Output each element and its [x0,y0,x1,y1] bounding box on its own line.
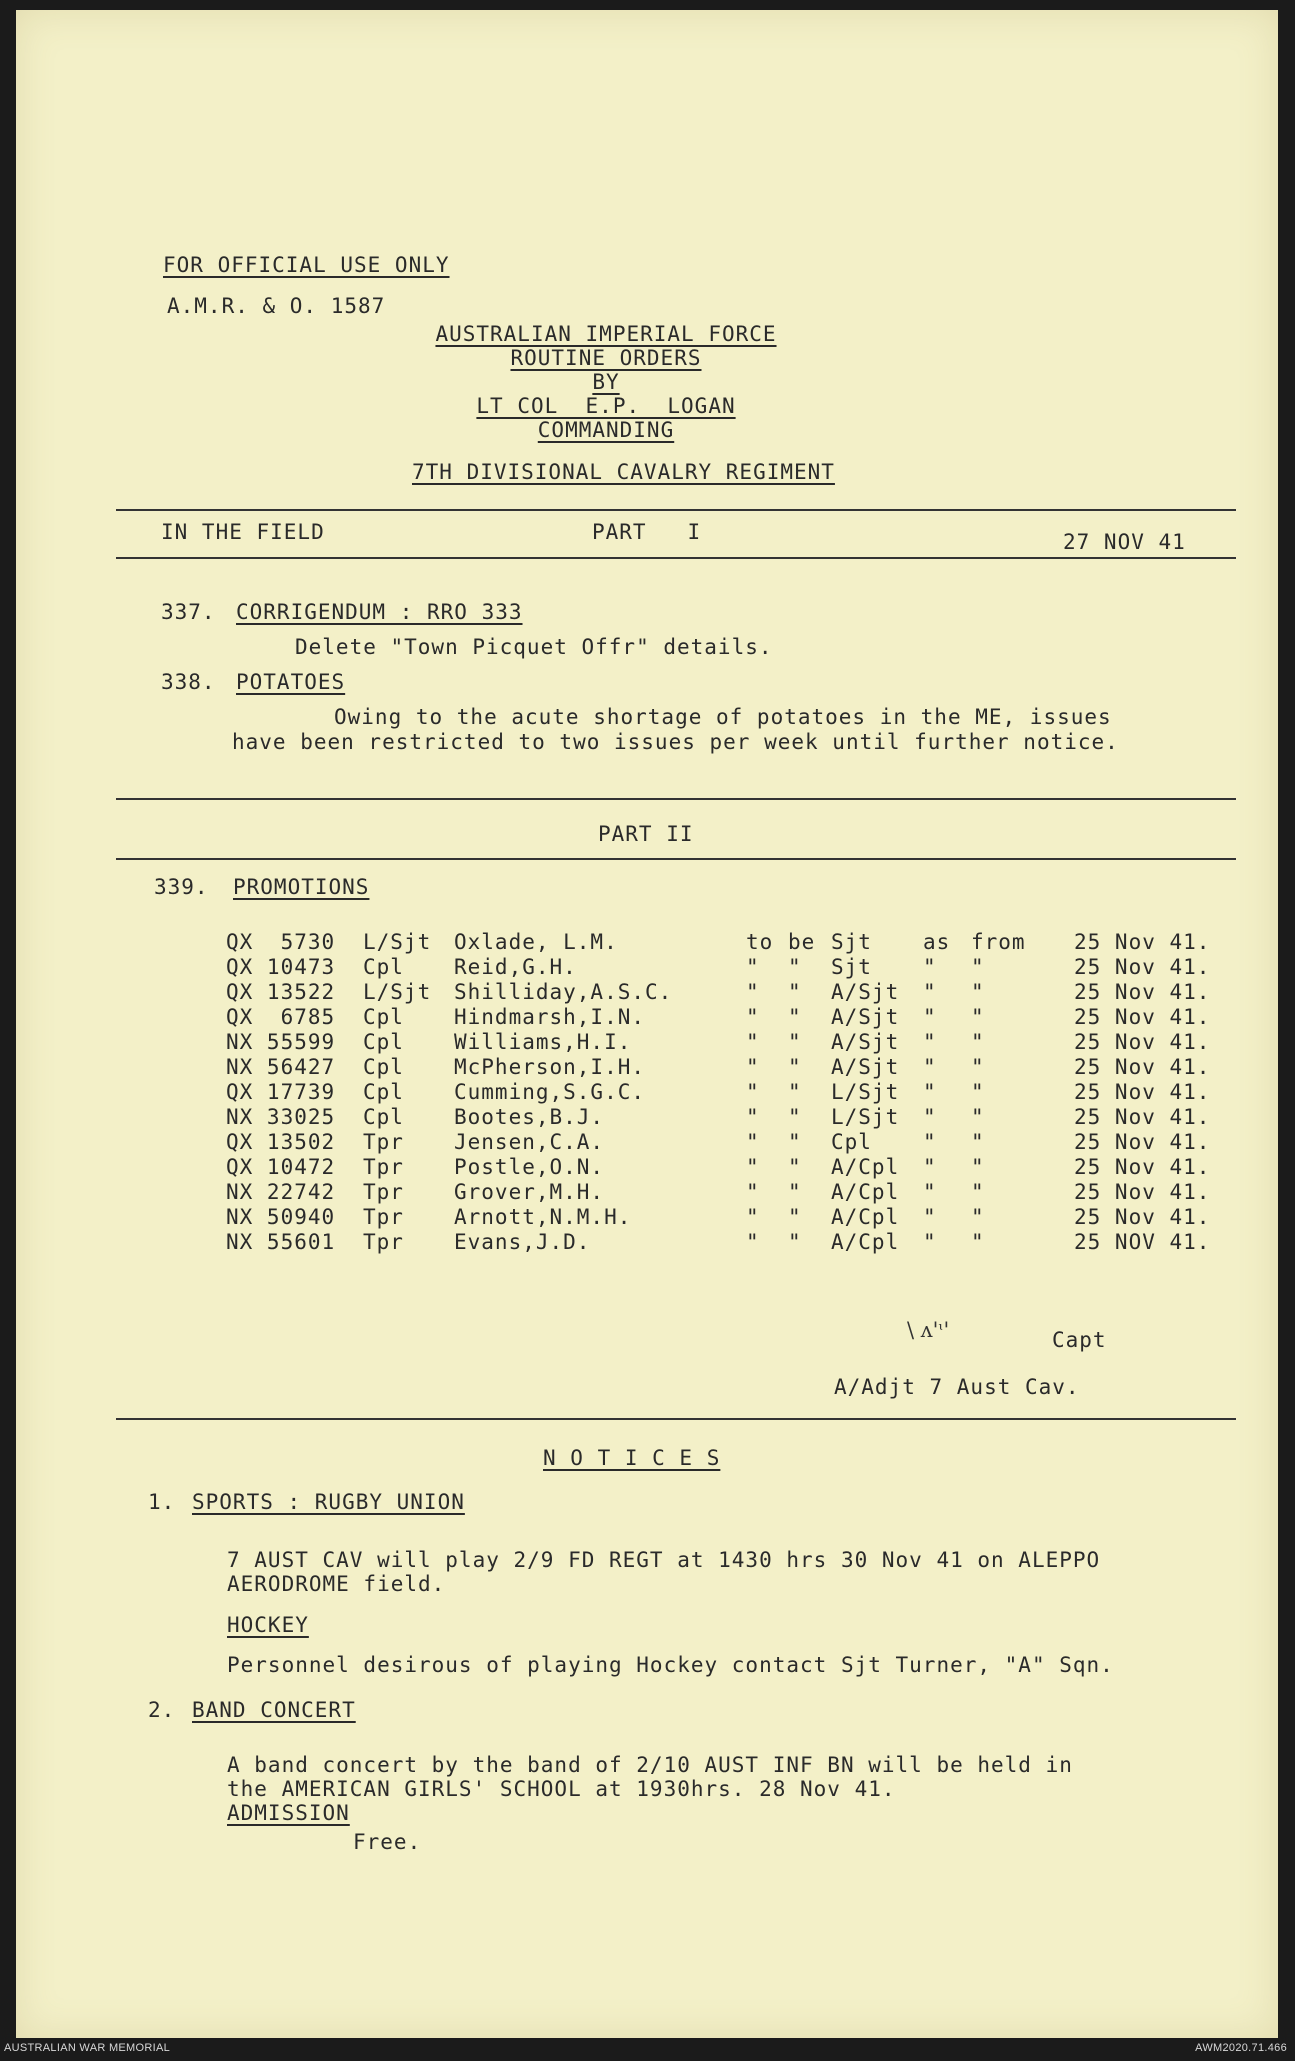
cell-as: " [923,980,937,1004]
signatory-title: A/Adjt 7 Aust Cav. [834,1375,1080,1399]
new-rank: A/Cpl [831,1155,900,1179]
signature-scrawl: \ ʌ'ᶥ' [907,1318,950,1342]
cell-be: " [788,1155,802,1179]
item-heading: PROMOTIONS [233,875,370,899]
service-number: QX 6785 [226,1005,336,1029]
effective-date: 25 Nov 41. [1074,1080,1211,1104]
service-number: QX 10472 [226,1155,336,1179]
cell-as: " [923,1080,937,1104]
archive-credit: AUSTRALIAN WAR MEMORIAL [4,2042,171,2054]
cell-be: " [788,1230,802,1254]
cell-to: " [746,1205,760,1229]
effective-date: 25 Nov 41. [1074,930,1211,954]
new-rank: Cpl [831,1130,872,1154]
cell-from: " [971,1105,985,1129]
rank: Tpr [363,1205,404,1229]
promotion-row [16,955,1278,980]
promotion-row [16,1005,1278,1030]
promotion-row [16,1105,1278,1130]
cell-as: " [923,1055,937,1079]
cell-be: " [788,1005,802,1029]
effective-date: 25 Nov 41. [1074,1105,1211,1129]
cell-as: " [923,1205,937,1229]
effective-date: 25 NOV 41. [1074,1230,1211,1254]
cell-to: " [746,1005,760,1029]
service-number: QX 5730 [226,930,336,954]
cell-as: " [923,1105,937,1129]
notice-heading: BAND CONCERT [192,1698,356,1722]
cell-from: " [971,1030,985,1054]
member-name: Bootes,B.J. [454,1105,605,1129]
member-name: McPherson,I.H. [454,1055,646,1079]
divider [116,858,1236,860]
new-rank: A/Cpl [831,1205,900,1229]
new-rank: A/Cpl [831,1180,900,1204]
service-number: NX 55601 [226,1230,336,1254]
item-number: 337. [161,600,216,624]
effective-date: 25 Nov 41. [1074,1205,1211,1229]
effective-date: 25 Nov 41. [1074,1055,1211,1079]
item-heading: POTATOES [236,670,346,694]
member-name: Oxlade, L.M. [454,930,618,954]
divider [116,509,1236,511]
reference-number: A.M.R. & O. 1587 [167,294,386,318]
effective-date: 25 Nov 41. [1074,1180,1211,1204]
notice-text: AERODROME field. [227,1572,446,1596]
promotion-row [16,1030,1278,1055]
restriction-label: FOR OFFICIAL USE ONLY [163,253,450,277]
rank: L/Sjt [363,930,432,954]
rank: Cpl [363,1005,404,1029]
notice-text: Personnel desirous of playing Hockey contact Sjt Turner, "A" Sqn. [227,1653,1114,1677]
title-line-5: COMMANDING [537,418,675,442]
divider [116,557,1236,559]
notice-text: the AMERICAN GIRLS' SCHOOL at 1930hrs. 28 Nov 41. [227,1777,896,1801]
cell-be: " [788,955,802,979]
notice-number: 2. [148,1698,176,1722]
new-rank: A/Sjt [831,1030,900,1054]
rank: Tpr [363,1130,404,1154]
unit-title: 7TH DIVISIONAL CAVALRY REGIMENT [412,460,835,484]
item-number: 339. [154,875,209,899]
cell-be: " [788,980,802,1004]
cell-to: " [746,1030,760,1054]
cell-to: " [746,1130,760,1154]
rank: Tpr [363,1155,404,1179]
cell-to: " [746,1230,760,1254]
service-number: QX 10473 [226,955,336,979]
effective-date: 25 Nov 41. [1074,1030,1211,1054]
part-one-label: PART I [592,520,702,544]
member-name: Arnott,N.M.H. [454,1205,632,1229]
member-name: Postle,O.N. [454,1155,605,1179]
new-rank: A/Sjt [831,1005,900,1029]
effective-date: 25 Nov 41. [1074,980,1211,1004]
member-name: Grover,M.H. [454,1180,605,1204]
new-rank: L/Sjt [831,1080,900,1104]
cell-from: " [971,1155,985,1179]
promotion-row [16,1155,1278,1180]
effective-date: 25 Nov 41. [1074,955,1211,979]
divider [116,798,1236,800]
effective-date: 25 Nov 41. [1074,1155,1211,1179]
rank: Cpl [363,1055,404,1079]
notice-text: 7 AUST CAV will play 2/9 FD REGT at 1430 hrs 30 Nov 41 on ALEPPO [227,1548,1101,1572]
cell-be: be [788,930,816,954]
cell-as: " [923,1180,937,1204]
new-rank: Sjt [831,955,872,979]
cell-to: " [746,1080,760,1104]
effective-date: 25 Nov 41. [1074,1005,1211,1029]
cell-to: to [746,930,774,954]
cell-to: " [746,980,760,1004]
member-name: Williams,H.I. [454,1030,632,1054]
promotion-row [16,980,1278,1005]
cell-from: " [971,955,985,979]
cell-be: " [788,1055,802,1079]
cell-from: " [971,1205,985,1229]
promotion-row [16,1180,1278,1205]
cell-to: " [746,1105,760,1129]
service-number: NX 55599 [226,1030,336,1054]
cell-from: " [971,1230,985,1254]
cell-from: from [971,930,1026,954]
rank: Tpr [363,1180,404,1204]
notice-text: Free. [353,1830,422,1854]
notice-text: A band concert by the band of 2/10 AUST INF BN will be held in [227,1753,1073,1777]
service-number: QX 13522 [226,980,336,1004]
cell-as: " [923,955,937,979]
cell-be: " [788,1080,802,1104]
item-number: 338. [161,670,216,694]
rank: Tpr [363,1230,404,1254]
member-name: Evans,J.D. [454,1230,591,1254]
service-number: QX 13502 [226,1130,336,1154]
new-rank: Sjt [831,930,872,954]
archive-reference: AWM2020.71.466 [1195,2042,1287,2054]
service-number: NX 33025 [226,1105,336,1129]
service-number: NX 22742 [226,1180,336,1204]
service-number: QX 17739 [226,1080,336,1104]
cell-from: " [971,1080,985,1104]
part-two-label: PART II [598,822,694,846]
service-number: NX 56427 [226,1055,336,1079]
cell-be: " [788,1205,802,1229]
order-date: 27 NOV 41 [1063,530,1186,554]
cell-be: " [788,1105,802,1129]
new-rank: A/Sjt [831,980,900,1004]
location: IN THE FIELD [161,520,325,544]
rank: Cpl [363,955,404,979]
rank: Cpl [363,1080,404,1104]
cell-be: " [788,1130,802,1154]
item-text: have been restricted to two issues per week until further notice. [232,730,1119,754]
cell-as: " [923,1005,937,1029]
service-number: NX 50940 [226,1205,336,1229]
member-name: Jensen,C.A. [454,1130,605,1154]
cell-from: " [971,1005,985,1029]
cell-from: " [971,1055,985,1079]
new-rank: A/Sjt [831,1055,900,1079]
rank: Cpl [363,1105,404,1129]
promotion-row [16,1130,1278,1155]
notice-subheading: ADMISSION [227,1801,350,1825]
divider [116,1418,1236,1420]
promotion-row [16,1230,1278,1255]
effective-date: 25 Nov 41. [1074,1130,1211,1154]
cell-as: " [923,1030,937,1054]
cell-be: " [788,1180,802,1204]
member-name: Reid,G.H. [454,955,577,979]
cell-to: " [746,1055,760,1079]
promotion-row [16,1080,1278,1105]
document-page [16,10,1278,2038]
promotion-row [16,930,1278,955]
item-heading: CORRIGENDUM : RRO 333 [236,600,523,624]
rank: Cpl [363,1030,404,1054]
item-text: Delete "Town Picquet Offr" details. [295,635,773,659]
member-name: Shilliday,A.S.C. [454,980,673,1004]
title-line-2: ROUTINE ORDERS [510,346,702,370]
title-line-4: LT COL E.P. LOGAN [476,394,736,418]
promotion-row [16,1055,1278,1080]
cell-as: " [923,1155,937,1179]
title-line-1: AUSTRALIAN IMPERIAL FORCE [435,322,777,346]
new-rank: A/Cpl [831,1230,900,1254]
cell-from: " [971,980,985,1004]
member-name: Hindmarsh,I.N. [454,1005,646,1029]
cell-to: " [746,1180,760,1204]
notice-heading: SPORTS : RUGBY UNION [192,1490,465,1514]
notice-heading: HOCKEY [227,1613,309,1637]
item-text: Owing to the acute shortage of potatoes in the ME, issues [334,705,1112,729]
signatory-rank: Capt [1052,1328,1107,1352]
cell-to: " [746,1155,760,1179]
cell-as: as [923,930,951,954]
cell-to: " [746,955,760,979]
title-line-3: BY [592,370,620,394]
notices-heading: N O T I C E S [543,1446,721,1470]
member-name: Cumming,S.G.C. [454,1080,646,1104]
cell-as: " [923,1130,937,1154]
notice-number: 1. [148,1490,176,1514]
cell-from: " [971,1130,985,1154]
cell-be: " [788,1030,802,1054]
new-rank: L/Sjt [831,1105,900,1129]
rank: L/Sjt [363,980,432,1004]
cell-as: " [923,1230,937,1254]
promotion-row [16,1205,1278,1230]
cell-from: " [971,1180,985,1204]
